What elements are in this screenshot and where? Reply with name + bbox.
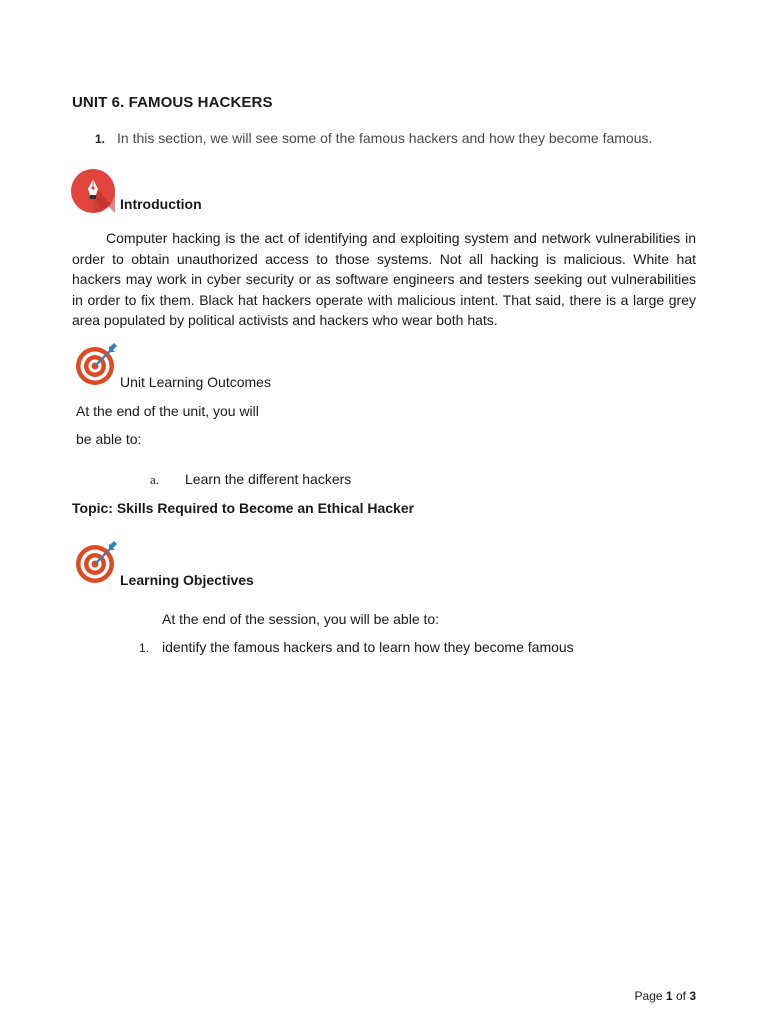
unit-outcomes-lead-line1: At the end of the unit, you will xyxy=(76,403,259,419)
page-total: 3 xyxy=(689,989,696,1003)
learning-objectives-heading: Learning Objectives xyxy=(120,572,254,588)
unit-outcomes-lead-line2: be able to: xyxy=(76,431,142,447)
introduction-paragraph: Computer hacking is the act of identifying and exploiting system and network vulnerabilities in order to obtain unauthorized access to those systems. Not all hacking is malicious. White hat hackers may work in cyber security or as software engineers and testers seeking out vulnerabilities in order to fix them. Black hat hackers operate with malicious intent. That said, there is a large grey area populated by political activists and hackers who wear both hats. xyxy=(72,230,696,328)
unit-title: UNIT 6. FAMOUS HACKERS xyxy=(72,94,273,111)
topic-heading: Topic: Skills Required to Become an Ethical Hacker xyxy=(72,500,415,516)
unit-outcome-text: Learn the different hackers xyxy=(185,471,352,487)
page-current: 1 xyxy=(665,989,673,1003)
unit-outcome-item xyxy=(150,471,351,488)
intro-list-item xyxy=(95,130,652,146)
unit-outcomes-heading: Unit Learning Outcomes xyxy=(120,374,271,390)
learning-objectives-lead: At the end of the session, you will be able to: xyxy=(162,611,440,627)
list-marker: a. xyxy=(150,472,160,487)
page-of: of xyxy=(675,989,686,1003)
list-number: 1. xyxy=(95,132,106,146)
page-number-footer xyxy=(635,989,696,1003)
learning-objective-item xyxy=(139,639,574,655)
page-label: Page xyxy=(634,989,663,1003)
intro-item-text: In this section, we will see some of the famous hackers and how they become famous. xyxy=(117,130,653,146)
pen-nib-icon xyxy=(71,169,115,213)
target-arrow-icon xyxy=(73,539,119,585)
introduction-heading: Introduction xyxy=(120,196,202,212)
target-arrow-icon xyxy=(73,341,119,387)
list-number: 1. xyxy=(139,641,150,655)
learning-objective-text: identify the famous hackers and to learn how they become famous xyxy=(162,639,574,655)
